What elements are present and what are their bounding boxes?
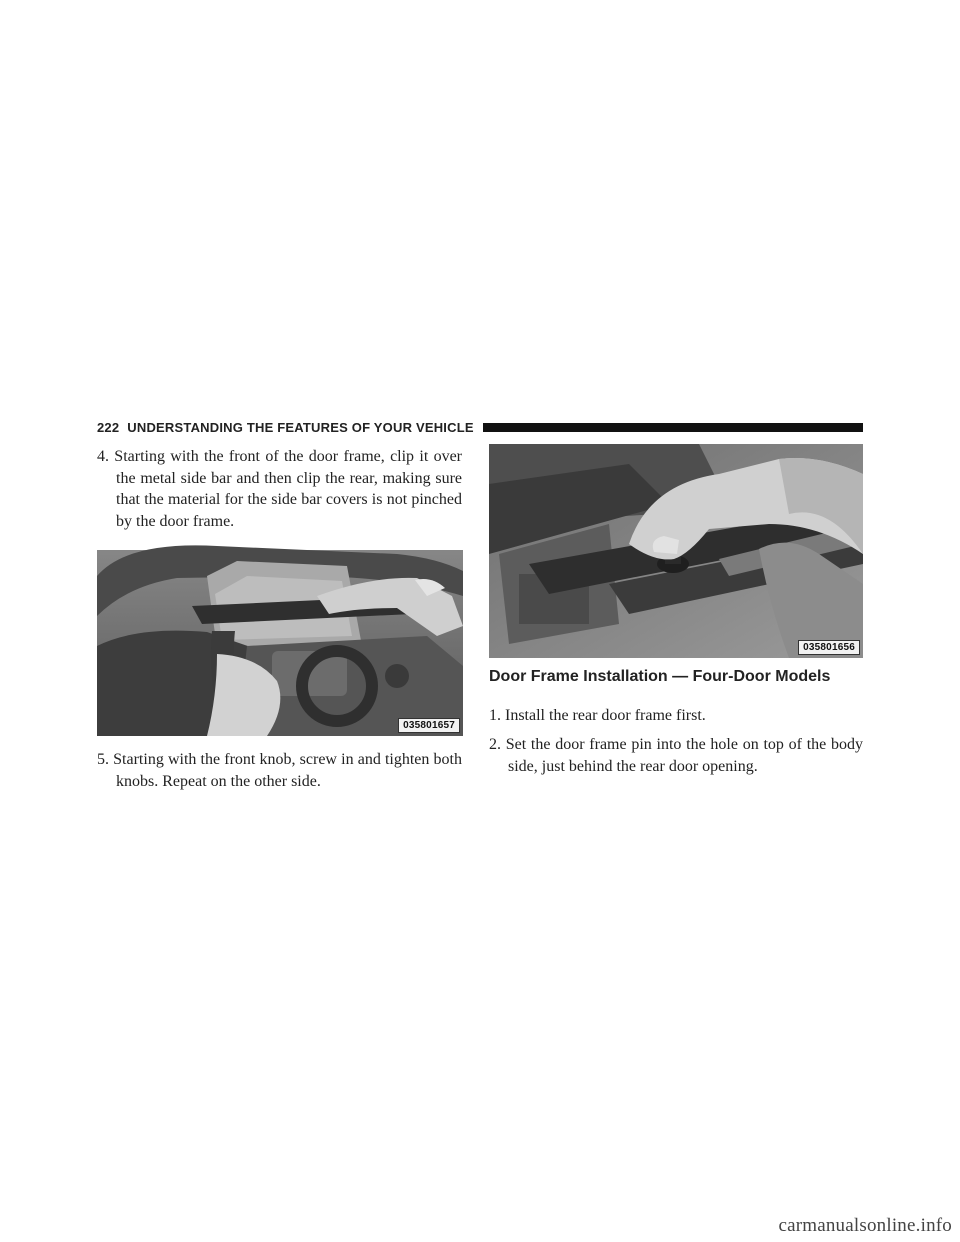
section-title: UNDERSTANDING THE FEATURES OF YOUR VEHICLE [127, 419, 474, 435]
page-number: 222 [97, 419, 120, 435]
step-4-line: by the door frame. [116, 512, 235, 530]
step-4-line: the metal side bar and then clip the rear, making sure [116, 469, 462, 487]
door-frame-clip-illustration [97, 536, 463, 736]
watermark-link[interactable]: carmanualsonline.info [778, 1215, 952, 1236]
step-1-line: 1. Install the rear door frame first. [489, 707, 706, 724]
step-5-line: knobs. Repeat on the other side. [116, 772, 321, 790]
step-1-paragraph [489, 705, 863, 727]
figure-code: 035801657 [398, 718, 460, 733]
step-5-paragraph [97, 749, 462, 792]
header-rule [483, 423, 863, 432]
knob-tightening-illustration [489, 444, 863, 658]
page-header [97, 418, 863, 436]
step-2-line: side, just behind the rear door opening. [508, 757, 758, 775]
step-2-paragraph [489, 734, 863, 777]
section-subheading: Door Frame Installation — Four-Door Models [489, 668, 831, 685]
step-4-line: that the material for the side bar covers is not pinched [116, 491, 462, 508]
step-5-line: 5. Starting with the front knob, screw in and tighten both [97, 751, 462, 768]
figure-code: 035801656 [798, 640, 860, 655]
step-2-line: 2. Set the door frame pin into the hole on top of the body [489, 736, 863, 753]
step-4-paragraph [97, 446, 462, 532]
step-4-line: 4. Starting with the front of the door frame, clip it over [97, 448, 462, 465]
